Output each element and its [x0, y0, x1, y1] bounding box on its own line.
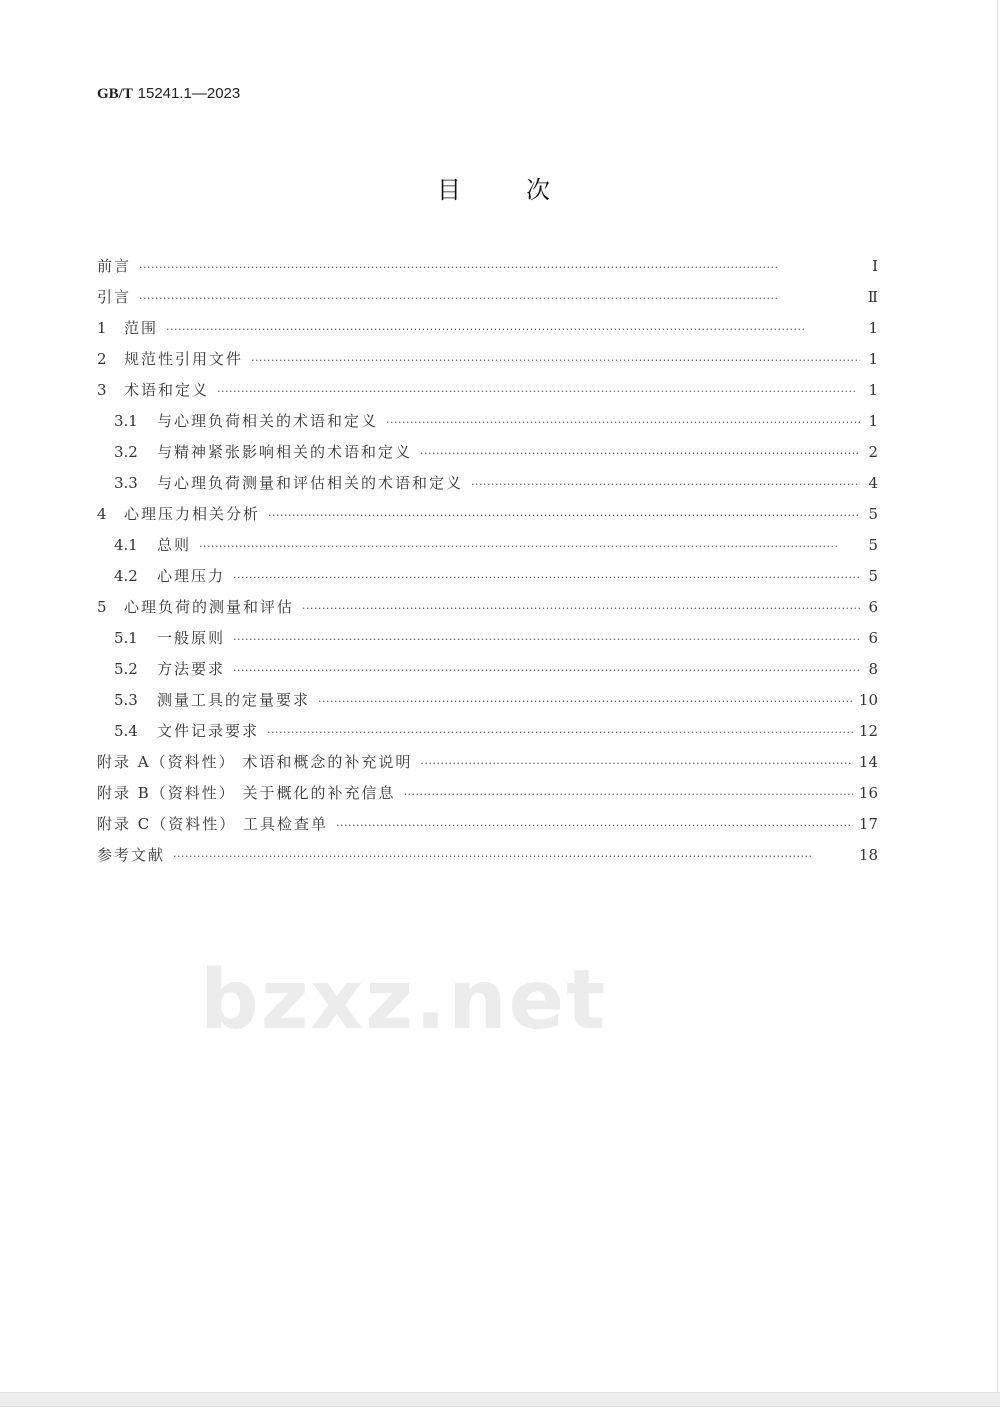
toc-number: 3.3: [114, 474, 138, 492]
code-prefix: GB/T: [97, 86, 133, 102]
toc-page-number: 5: [868, 505, 878, 523]
dot-leader: [267, 726, 853, 739]
toc-number: 1: [97, 319, 107, 337]
dot-leader: [386, 416, 860, 429]
toc-label: 与心理负荷测量和评估相关的术语和定义: [157, 474, 464, 492]
toc-number: 5.3: [114, 691, 138, 709]
toc-entry[interactable]: [97, 565, 878, 596]
dot-leader: [420, 757, 853, 770]
dot-leader: [233, 633, 860, 646]
toc-page-number: 16: [858, 784, 878, 802]
toc-page-number: 8: [868, 660, 878, 678]
toc-page-number: 6: [868, 598, 878, 616]
toc-entry[interactable]: [97, 472, 878, 503]
toc-entry[interactable]: [97, 317, 878, 348]
toc-number: 3.1: [114, 412, 138, 430]
toc-number: 3: [97, 381, 107, 399]
toc-label: 附录 A（资料性） 术语和概念的补充说明: [97, 753, 413, 771]
dot-leader: [233, 664, 860, 677]
dot-leader: [404, 788, 853, 801]
toc-entry[interactable]: [97, 255, 878, 286]
toc-entry[interactable]: [97, 596, 878, 627]
toc-label: 引言: [97, 288, 132, 306]
toc-page-number: 1: [868, 319, 878, 337]
toc-label: 附录 C（资料性） 工具检查单: [97, 815, 329, 833]
toc-label: 测量工具的定量要求: [157, 691, 311, 709]
toc-number: 3.2: [114, 443, 138, 461]
toc-number: 5.4: [114, 722, 138, 740]
toc-entry[interactable]: [97, 844, 878, 875]
toc-entry[interactable]: [97, 503, 878, 534]
dot-leader: [233, 571, 860, 584]
dot-leader: [336, 819, 853, 832]
toc-label: 附录 B（资料性） 关于概化的补充信息: [97, 784, 396, 802]
toc-label: 范围: [124, 319, 159, 337]
dot-leader: [217, 385, 860, 398]
toc-entry[interactable]: [97, 720, 878, 751]
page-edge: [997, 0, 998, 1392]
toc-label: 心理压力: [157, 567, 226, 585]
dot-leader: [139, 292, 860, 305]
toc-page-number: 1: [868, 381, 878, 399]
dot-leader: [139, 261, 860, 274]
toc-number: 5: [97, 598, 107, 616]
toc-label: 一般原则: [157, 629, 226, 647]
toc-page-number: 6: [868, 629, 878, 647]
toc-label: 与精神紧张影响相关的术语和定义: [157, 443, 413, 461]
dot-leader: [268, 509, 860, 522]
page-title: [437, 170, 550, 205]
toc-entry[interactable]: [97, 782, 878, 813]
toc-number: 2: [97, 350, 107, 368]
toc-label: 方法要求: [157, 660, 226, 678]
table-of-contents: [97, 255, 878, 875]
toc-page-number: 2: [868, 443, 878, 461]
dot-leader: [471, 478, 860, 491]
toc-entry[interactable]: [97, 627, 878, 658]
dot-leader: [199, 540, 860, 553]
toc-label: 参考文献: [97, 846, 166, 864]
toc-label: 术语和定义: [124, 381, 210, 399]
dot-leader: [166, 323, 860, 336]
toc-entry[interactable]: [97, 689, 878, 720]
toc-entry[interactable]: [97, 286, 878, 317]
dot-leader: [251, 354, 860, 367]
toc-page-number: Ⅰ: [872, 257, 878, 275]
toc-label: 心理压力相关分析: [124, 505, 261, 523]
toc-label: 前言: [97, 257, 132, 275]
toc-number: 5.2: [114, 660, 138, 678]
watermark: bzxz.net: [200, 953, 608, 1048]
toc-page-number: 5: [868, 536, 878, 554]
toc-number: 4: [97, 505, 107, 523]
code-number: 15241.1—2023: [137, 85, 241, 102]
toc-label: 总则: [157, 536, 192, 554]
toc-entry[interactable]: [97, 410, 878, 441]
document-code: [97, 84, 240, 103]
toc-number: 4.1: [114, 536, 138, 554]
toc-page-number: 18: [858, 846, 878, 864]
toc-entry[interactable]: [97, 658, 878, 689]
dot-leader: [302, 602, 860, 615]
toc-label: 规范性引用文件: [124, 350, 244, 368]
toc-page-number: 4: [868, 474, 878, 492]
toc-page-number: 1: [868, 412, 878, 430]
toc-page-number: 17: [858, 815, 878, 833]
dot-leader: [173, 850, 853, 863]
toc-page-number: Ⅱ: [867, 288, 878, 306]
toc-label: 文件记录要求: [157, 722, 260, 740]
toc-entry[interactable]: [97, 751, 878, 782]
toc-page-number: 12: [858, 722, 878, 740]
title-char: 目: [437, 176, 461, 204]
title-char: 次: [526, 176, 550, 204]
dot-leader: [318, 695, 853, 708]
toc-number: 4.2: [114, 567, 138, 585]
toc-number: 5.1: [114, 629, 138, 647]
toc-page-number: 5: [868, 567, 878, 585]
toc-page-number: 14: [858, 753, 878, 771]
toc-page-number: 1: [868, 350, 878, 368]
page-separator: [0, 1392, 1000, 1407]
toc-entry[interactable]: [97, 348, 878, 379]
toc-entry[interactable]: [97, 441, 878, 472]
toc-label: 心理负荷的测量和评估: [124, 598, 295, 616]
toc-label: 与心理负荷相关的术语和定义: [157, 412, 379, 430]
toc-entry[interactable]: [97, 813, 878, 844]
dot-leader: [420, 447, 860, 460]
toc-entry[interactable]: [97, 534, 878, 565]
toc-page-number: 10: [858, 691, 878, 709]
toc-entry[interactable]: [97, 379, 878, 410]
